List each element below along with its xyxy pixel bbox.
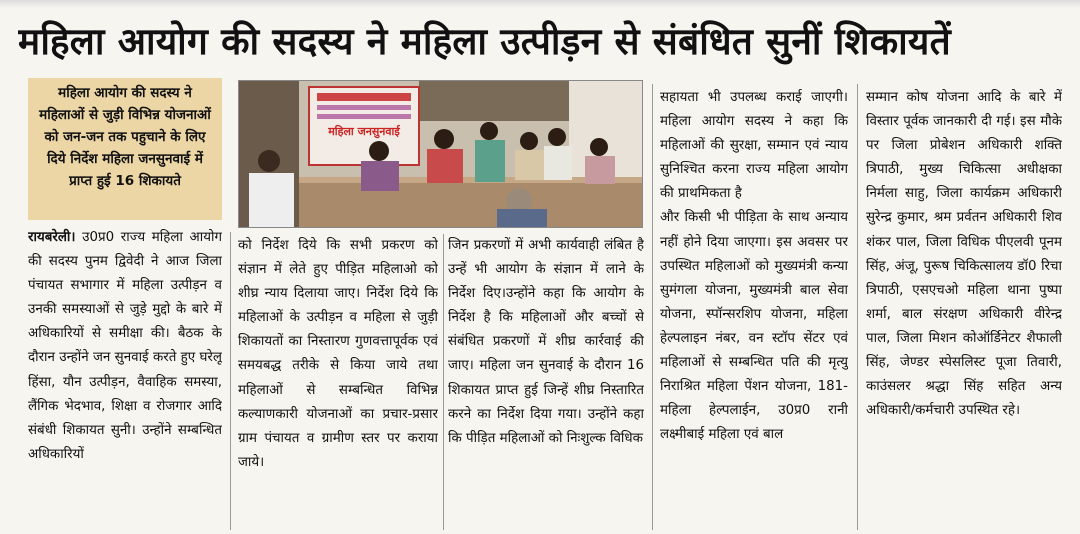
column-5-text: सम्मान कोष योजना आदि के बारे में विस्तार पूर्वक जानकारी दी गई। इस मौके पर जिला प्रोबेशन अधिकारी शक्ति त्रिपाठी, मुख्य चिकित्सा अधीक्षका निर्मला साहु, जिला कार्यक्रम अधिकारी सुरेन्द्र कुमार, श्रम प्रर्वतन अधिकारी शिव शंकर पाल, जिला विधिक पीएलवी पूनम सिंह, अंजू, पुरूष चिकित्सालय डॉ0 रिचा त्रिपाठी, एसएचओ महिला थाना पुष्पा शर्मा, बाल संरक्षण अधिकारी वीरेन्द्र पाल, जिला मिशन कोऑर्डिनेटर शैफाली सिंह, जेण्डर स्पेसलिस्ट पूजा तिवारी, काउंसलर श्रद्धा सिंह सहित अन्य अधिकारी/कर्मचारी उपस्थित रहे। (866, 90, 1062, 419)
article-column-4 (660, 86, 848, 530)
banner-title: महिला जनसुनवाई (328, 125, 400, 138)
subhead-box: महिला आयोग की सदस्य ने महिलाओं से जुड़ी विभिन्न योजनाओं को जन-जन तक पहुचाने के लिए दिये निर्देश महिला जनसुनवाई में प्राप्त हुई 16 शिकायते (28, 78, 222, 220)
page-top-strip (0, 0, 1080, 8)
column-4-text-b: और किसी भी पीड़िता के साथ अन्याय नहीं होने दिया जाएगा। इस अवसर पर उपस्थित महिलाओं को मुख्यमंत्री कन्या सुमंगला योजना, मुख्यमंत्री बाल सेवा योजना, स्पॉन्सरशिप योजना, महिला हेल्पलाइन नंबर, वन स्टॉप सेंटर एवं महिलाओं से सम्बन्धित पति की मृत्यु निराश्रित महिला पेंशन योजना, 181-महिला हेल्पलाईन, उ0प्र0 रानी लक्ष्मीबाई महिला एवं बाल (660, 210, 848, 443)
column-divider (443, 234, 444, 530)
article-column-1 (28, 226, 222, 530)
meeting-photo-illustration (239, 81, 643, 228)
meeting-photo (238, 80, 643, 228)
column-divider (230, 232, 231, 530)
headline: महिला आयोग की सदस्य ने महिला उत्पीड़न से संबंधित सुनीं शिकायतें (18, 20, 951, 63)
column-divider (857, 84, 858, 530)
article-column-3 (448, 234, 644, 530)
column-2-text: को निर्देश दिये कि सभी प्रकरण को संज्ञान में लेते हुए पीड़ित महिलाओ को शीघ्र न्याय दिलाया जाए। निर्देश दिये कि महिलाओं के उत्पीड़न व महिला से जुड़ी शिकायतों का निस्तारण गुणवत्तापूर्वक एवं समयबद्ध तरीके से किया जाये तथा महिलाओं से सम्बन्धित विभिन्न कल्याणकारी योजनाओं का प्रचार-प्रसार ग्राम पंचायत व ग्रामीण स्तर पर कराया जाये। (238, 238, 438, 470)
dateline: रायबरेली। (28, 230, 76, 245)
column-3-text: जिन प्रकरणों में अभी कार्यवाही लंबित है उन्हें भी आयोग के संज्ञान में लाने के निर्देश दिए।उन्होंने कहा कि आयोग के निर्देश है कि महिलाओं और बच्चों से संबंधित प्रकरणों में शीघ्र कार्रवाई की जाए। महिला जन सुनवाई के दौरान 16 शिकायत प्राप्त हुई जिन्हें शीघ्र निस्तारित करने का निर्देश दिया गया। उन्होंने कहा कि पीड़ित महिलाओं को निःशुल्क विधिक (448, 238, 644, 446)
column-1-text: उ0प्र0 राज्य महिला आयोग की सदस्य पुनम द्विवेदी ने आज जिला पंचायत सभागार में महिला उत्पीड़न व उनकी समस्याओं से जुड़े मुद्दो के बारे में अधिकारियों से समीक्षा की। बैठक के दौरान उन्होंने जन सुनवाई करते हुए घरेलू हिंसा, यौन उत्पीड़न, वैवाहिक समस्या, लैंगिक भेदभाव, शिक्षा व रोजगार आदि संबंधी शिकायत सुनी। उन्होंने सम्बन्धित अधिकारियों (28, 230, 222, 462)
column-4-text-a: सहायता भी उपलब्ध कराई जाएगी। महिला आयोग सदस्य ने कहा कि महिलाओं की सुरक्षा, सम्मान एवं न्याय सुनिश्चित करना राज्य महिला आयोग की प्राथमिकता है (660, 90, 848, 202)
column-divider (652, 84, 653, 530)
article-column-5 (866, 86, 1062, 530)
article-column-2 (238, 234, 438, 530)
